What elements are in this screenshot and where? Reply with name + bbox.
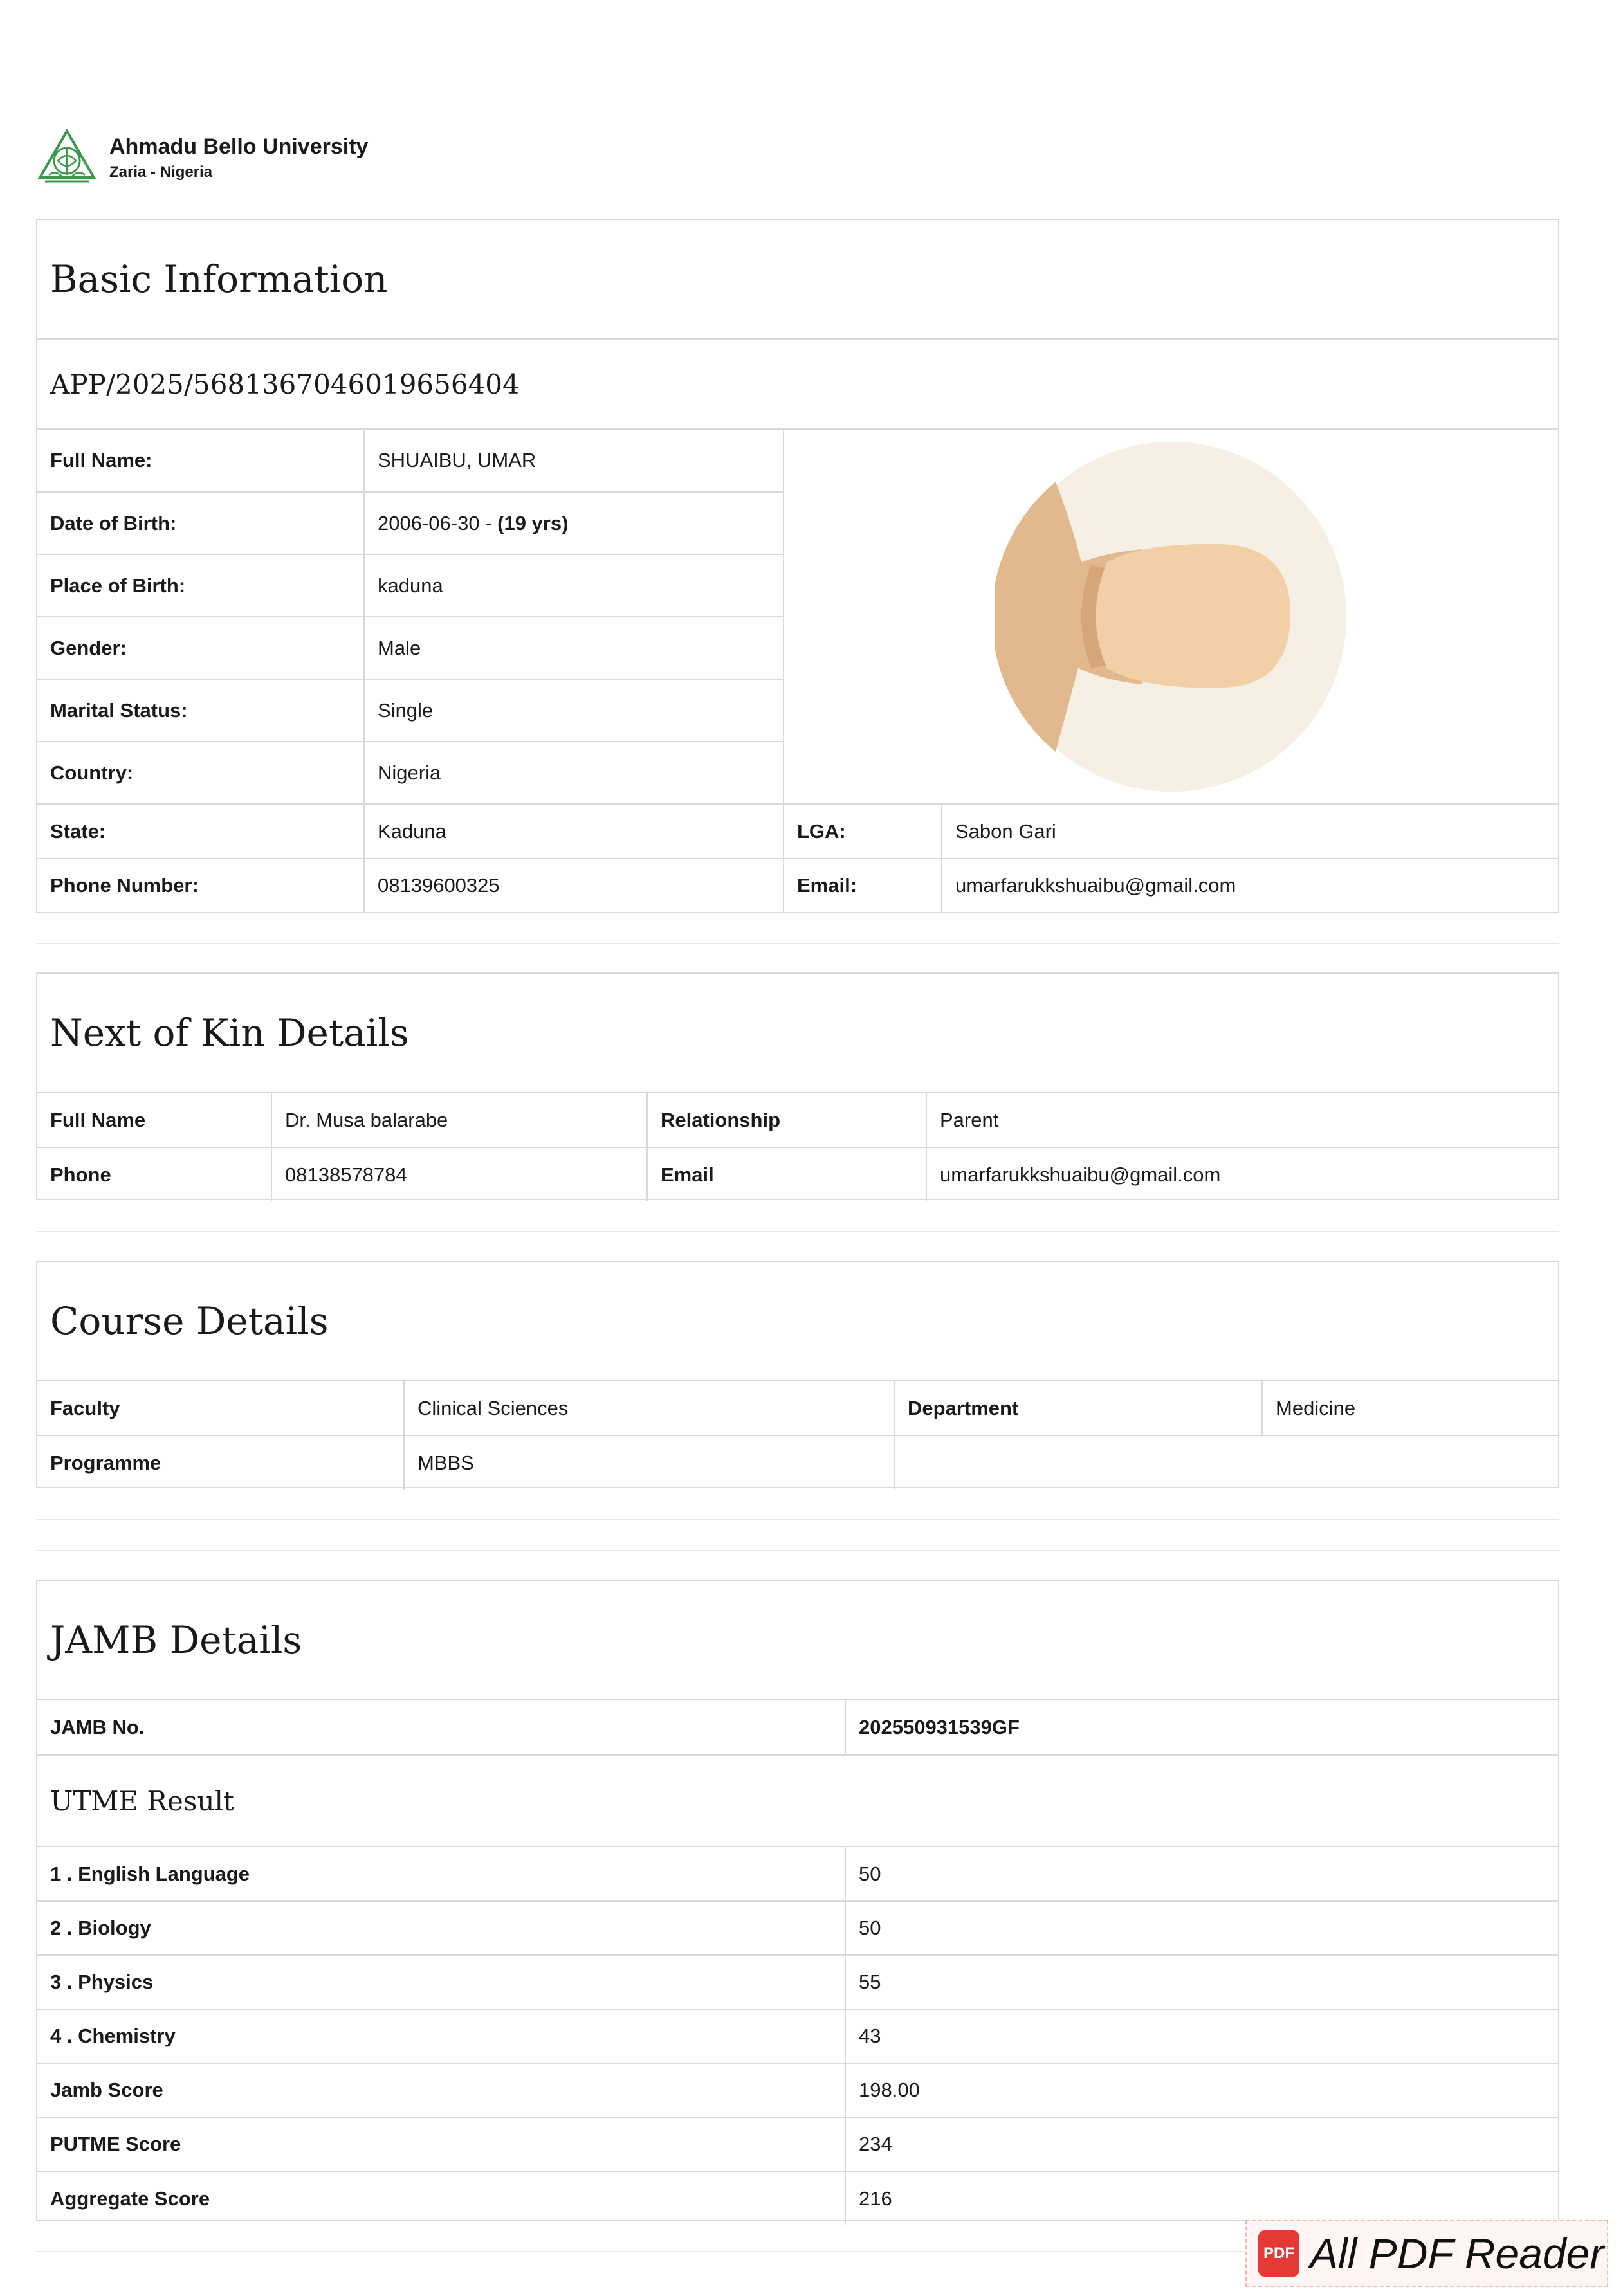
phone-number-value: 08139600325 bbox=[364, 859, 784, 912]
department-value: Medicine bbox=[1262, 1381, 1558, 1435]
marital-status-value: Single bbox=[364, 679, 784, 742]
table-row bbox=[37, 2009, 1558, 2063]
watermark-text: All PDF Reader bbox=[1310, 2230, 1604, 2277]
application-number: APP/2025/5681367046019656404 bbox=[37, 340, 1558, 430]
table-row bbox=[37, 2171, 1558, 2225]
full-name-label: Full Name: bbox=[37, 430, 364, 492]
lga-label: LGA: bbox=[784, 804, 942, 859]
age-value: (19 yrs) bbox=[497, 511, 569, 534]
jamb-number-value: 202550931539GF bbox=[845, 1700, 1558, 1754]
table-row bbox=[37, 2117, 1558, 2171]
jamb-number-table bbox=[37, 1700, 1558, 1754]
result-label: 1 . English Language bbox=[37, 1847, 845, 1901]
table-row bbox=[37, 1435, 1558, 1490]
table-row bbox=[37, 1955, 1558, 2009]
country-value: Nigeria bbox=[364, 742, 784, 804]
kin-phone-label: Phone bbox=[37, 1147, 271, 1201]
jamb-number-label: JAMB No. bbox=[37, 1700, 845, 1754]
jamb-score-label: Jamb Score bbox=[37, 2063, 845, 2117]
date-of-birth-label: Date of Birth: bbox=[37, 492, 364, 554]
programme-label: Programme bbox=[37, 1435, 404, 1490]
marital-status-label: Marital Status: bbox=[37, 679, 364, 742]
university-logo-icon bbox=[36, 127, 98, 189]
empty-cell bbox=[894, 1435, 1558, 1490]
state-value: Kaduna bbox=[364, 804, 784, 859]
section-divider bbox=[36, 1231, 1559, 1232]
section-divider bbox=[36, 1519, 1559, 1520]
email-value: umarfarukkshuaibu@gmail.com bbox=[942, 859, 1558, 912]
jamb-score-value: 198.00 bbox=[845, 2063, 1558, 2117]
section-divider bbox=[36, 943, 1559, 944]
basic-information-title: Basic Information bbox=[37, 220, 1558, 340]
next-of-kin-card bbox=[36, 972, 1559, 1200]
result-value: 50 bbox=[845, 1847, 1558, 1901]
jamb-details-title: JAMB Details bbox=[37, 1581, 1558, 1700]
table-row bbox=[37, 430, 1558, 492]
pdf-reader-watermark bbox=[1245, 2220, 1608, 2287]
table-row bbox=[37, 859, 1558, 912]
university-location: Zaria - Nigeria bbox=[109, 163, 213, 181]
kin-relationship-label: Relationship bbox=[647, 1093, 926, 1147]
date-of-birth-value: 2006-06-30 - (19 yrs) bbox=[364, 492, 784, 554]
result-label: 3 . Physics bbox=[37, 1955, 845, 2009]
university-header bbox=[36, 126, 368, 190]
photo-cell bbox=[784, 430, 1558, 804]
aggregate-score-value: 216 bbox=[845, 2171, 1558, 2225]
kin-phone-value: 08138578784 bbox=[271, 1147, 647, 1201]
lga-value: Sabon Gari bbox=[942, 804, 1558, 859]
table-row bbox=[37, 1901, 1558, 1955]
basic-information-card bbox=[36, 219, 1559, 913]
email-label: Email: bbox=[784, 859, 942, 912]
jamb-details-card bbox=[36, 1580, 1559, 2221]
country-label: Country: bbox=[37, 742, 364, 804]
gender-label: Gender: bbox=[37, 617, 364, 679]
table-row bbox=[37, 1093, 1558, 1147]
faculty-value: Clinical Sciences bbox=[404, 1381, 894, 1435]
kin-email-value: umarfarukkshuaibu@gmail.com bbox=[926, 1147, 1558, 1201]
result-label: 4 . Chemistry bbox=[37, 2009, 845, 2063]
next-of-kin-table bbox=[37, 1093, 1558, 1201]
next-of-kin-title: Next of Kin Details bbox=[37, 974, 1558, 1093]
course-details-card bbox=[36, 1261, 1559, 1488]
kin-email-label: Email bbox=[647, 1147, 926, 1201]
gender-value: Male bbox=[364, 617, 784, 679]
pdf-icon: PDF bbox=[1258, 2230, 1299, 2277]
department-label: Department bbox=[894, 1381, 1262, 1435]
table-row bbox=[37, 2063, 1558, 2117]
full-name-value: SHUAIBU, UMAR bbox=[364, 430, 784, 492]
result-value: 55 bbox=[845, 1955, 1558, 2009]
university-name: Ahmadu Bello University bbox=[109, 134, 369, 159]
utme-result-table bbox=[37, 1847, 1558, 2225]
kin-relationship-value: Parent bbox=[926, 1093, 1558, 1147]
table-row bbox=[37, 804, 1558, 859]
result-label: 2 . Biology bbox=[37, 1901, 845, 1955]
phone-number-label: Phone Number: bbox=[37, 859, 364, 912]
result-value: 43 bbox=[845, 2009, 1558, 2063]
applicant-photo bbox=[995, 440, 1348, 794]
place-of-birth-label: Place of Birth: bbox=[37, 554, 364, 617]
table-row bbox=[37, 1381, 1558, 1435]
section-divider bbox=[36, 1550, 1559, 1551]
putme-score-label: PUTME Score bbox=[37, 2117, 845, 2171]
result-value: 50 bbox=[845, 1901, 1558, 1955]
table-row bbox=[37, 1700, 1558, 1754]
basic-information-table bbox=[37, 430, 1558, 912]
putme-score-value: 234 bbox=[845, 2117, 1558, 2171]
course-details-table bbox=[37, 1381, 1558, 1490]
course-details-title: Course Details bbox=[37, 1262, 1558, 1381]
programme-value: MBBS bbox=[404, 1435, 894, 1490]
state-label: State: bbox=[37, 804, 364, 859]
table-row bbox=[37, 1847, 1558, 1901]
place-of-birth-value: kaduna bbox=[364, 554, 784, 617]
table-row bbox=[37, 1147, 1558, 1201]
kin-full-name-label: Full Name bbox=[37, 1093, 271, 1147]
kin-full-name-value: Dr. Musa balarabe bbox=[271, 1093, 647, 1147]
faculty-label: Faculty bbox=[37, 1381, 404, 1435]
aggregate-score-label: Aggregate Score bbox=[37, 2171, 845, 2225]
utme-result-title: UTME Result bbox=[37, 1754, 1558, 1847]
